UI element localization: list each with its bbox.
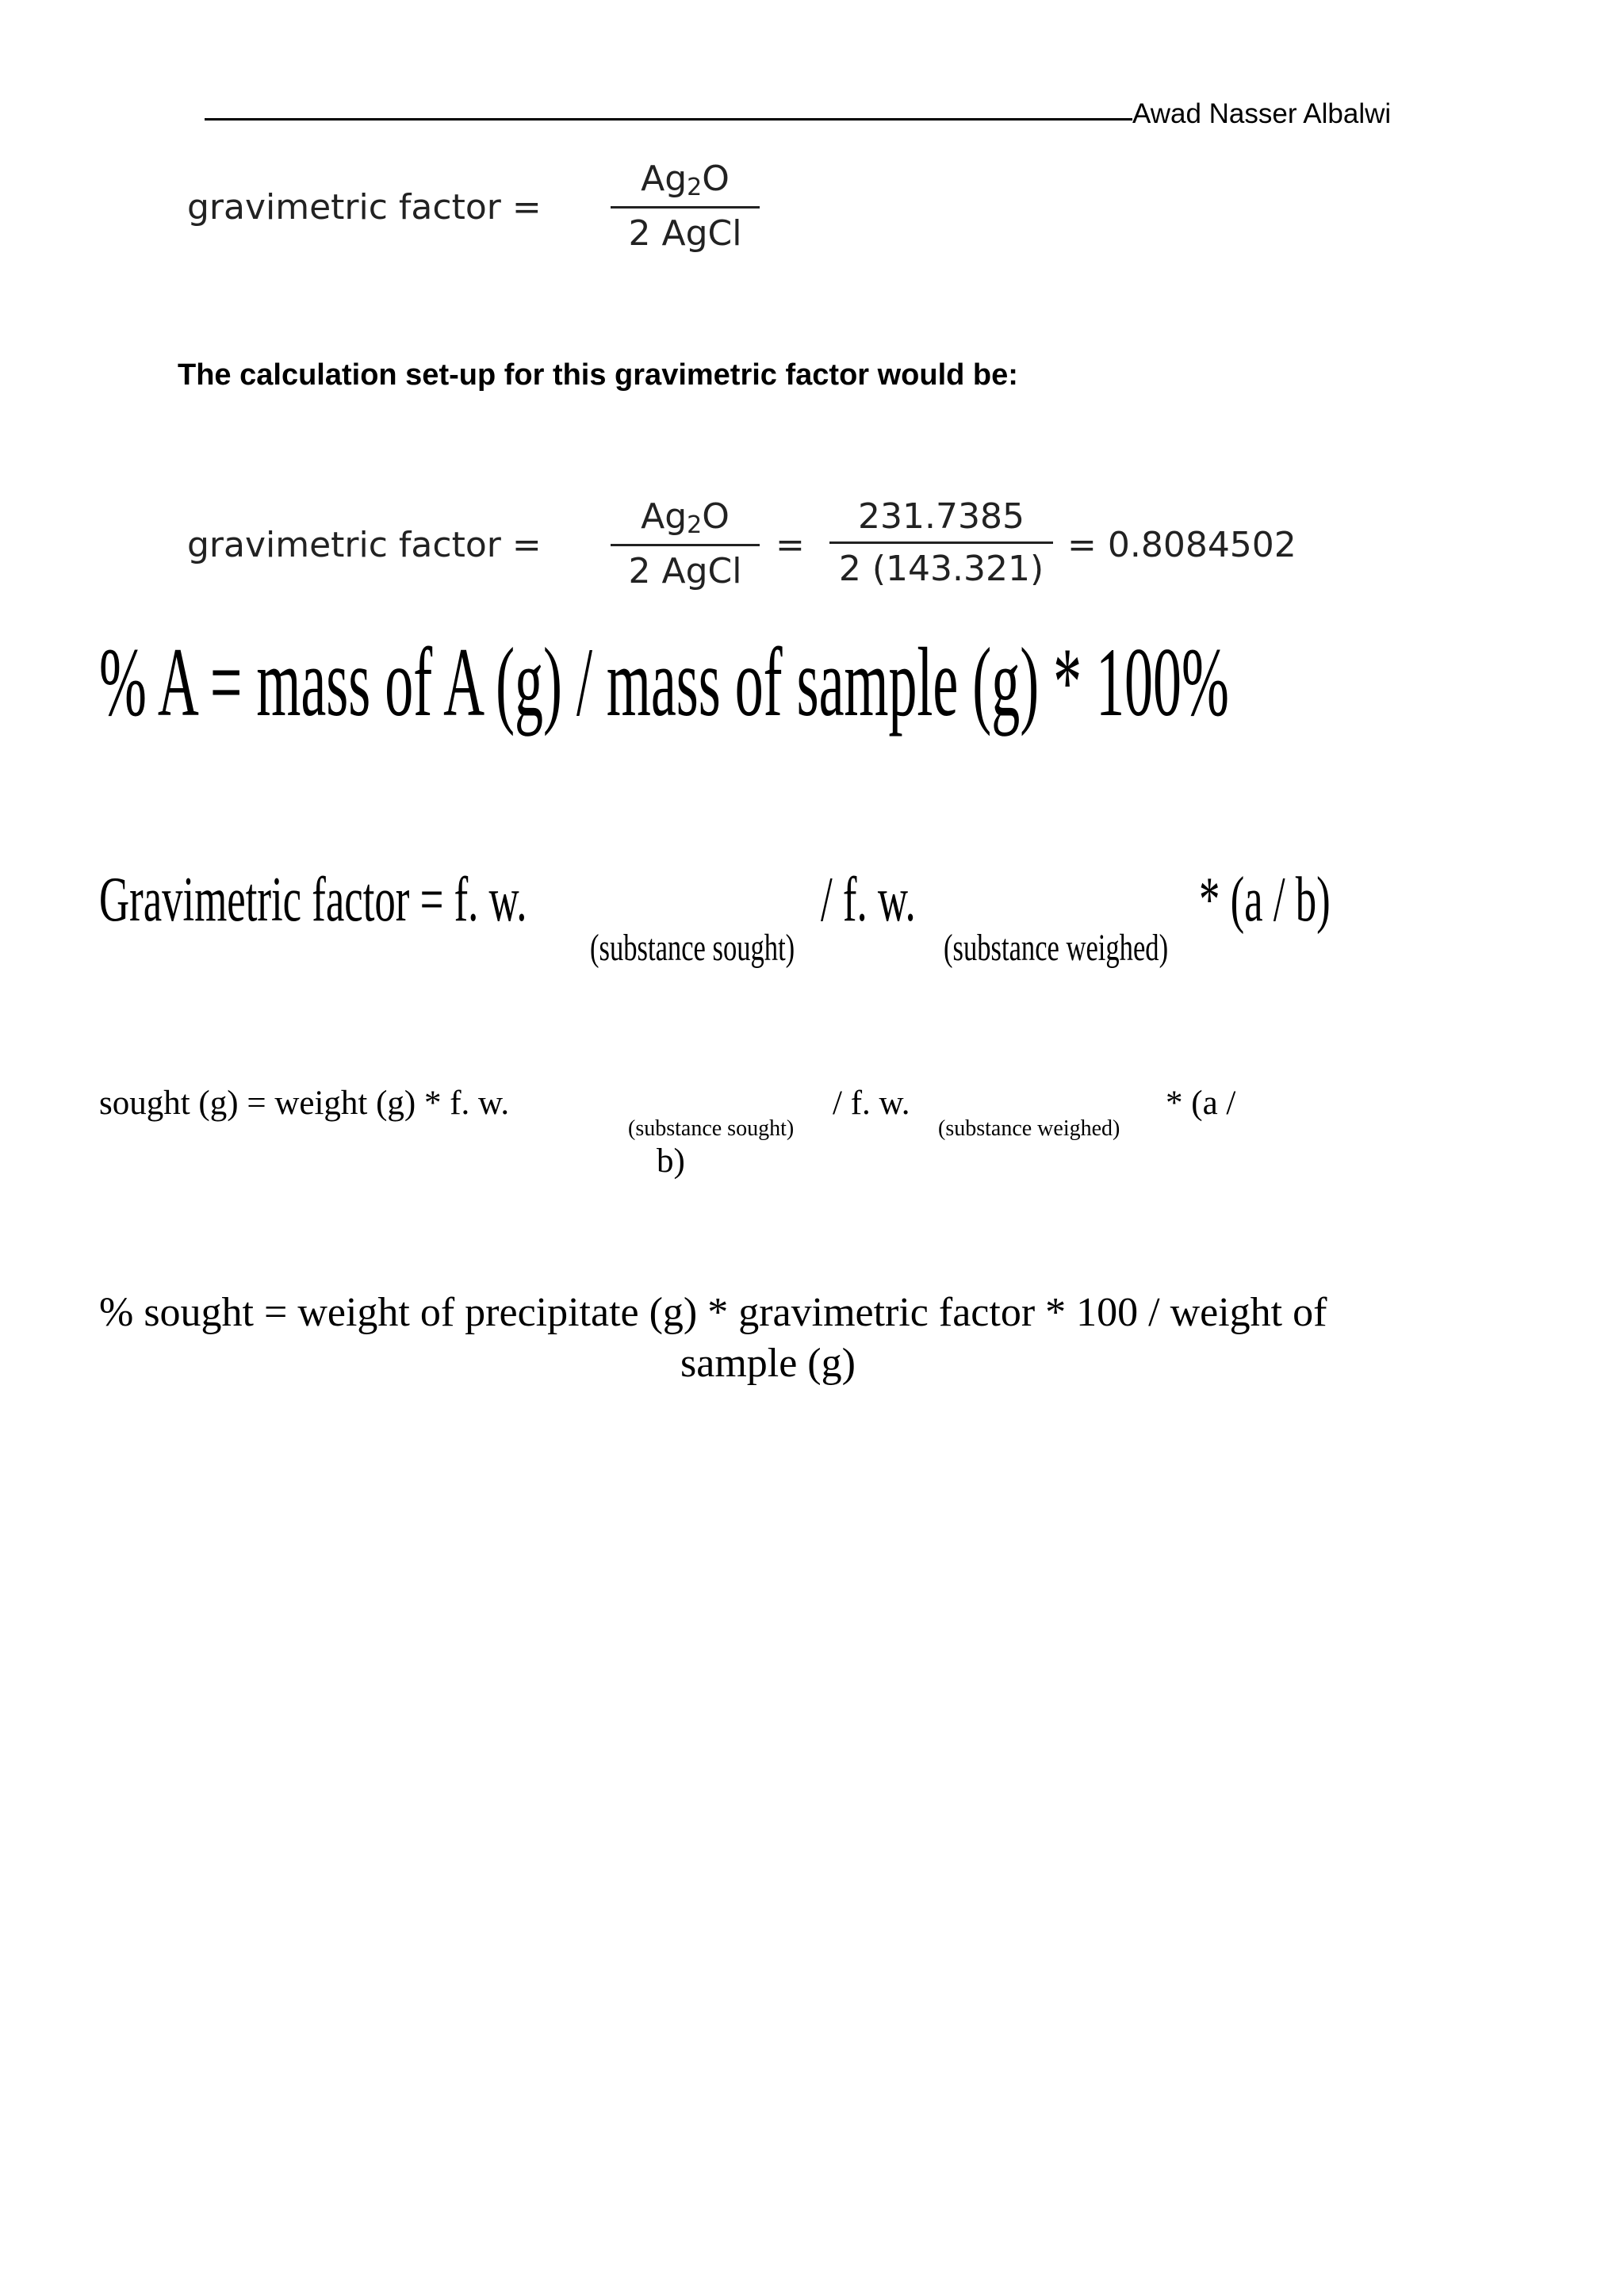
- formula2-denominator-symbolic: 2 AgCl: [628, 551, 742, 591]
- gf-def-sub-weighed: (substance weighed): [944, 927, 1169, 969]
- fraction-bar: [829, 541, 1053, 544]
- formula2-numerator-numeric: 231.7385: [858, 496, 1025, 537]
- formula1-lhs: gravimetric factor =: [187, 187, 542, 228]
- formula2-denominator-numeric: 2 (143.321): [838, 549, 1044, 589]
- sought-sub-weighed: (substance weighed): [938, 1116, 1120, 1141]
- sought-part3: * (a /: [1166, 1085, 1236, 1122]
- gf-def-part3: * (a / b): [1199, 865, 1331, 935]
- percent-sought-line2: sample (g): [680, 1341, 856, 1386]
- formula2-fraction-symbolic: [611, 496, 760, 591]
- sought-wrap: b): [657, 1142, 685, 1180]
- formula1-fraction: [611, 159, 760, 254]
- formula2-equals: =: [776, 525, 805, 565]
- fraction-bar: [611, 206, 760, 209]
- author-name: Awad Nasser Albalwi: [1132, 98, 1392, 129]
- header-rule: [205, 118, 1132, 121]
- gf-def-part2: / f. w.: [821, 865, 916, 935]
- formula2-numerator-symbolic: $Ag_2O$: [641, 496, 730, 539]
- percent-sought-line1: % sought = weight of precipitate (g) * gravimetric factor * 100 / weight of: [99, 1290, 1327, 1335]
- percent-a-formula: % A = mass of A (g) / mass of sample (g) * 100%: [99, 628, 1229, 737]
- formula1-numerator: $Ag_2O$: [641, 159, 730, 201]
- sought-part2: / f. w.: [833, 1085, 910, 1122]
- sought-sub-sought: (substance sought): [628, 1116, 795, 1141]
- formula2-lhs: gravimetric factor =: [187, 525, 542, 565]
- formula2-fraction-numeric: [829, 496, 1053, 589]
- sought-part1: sought (g) = weight (g) * f. w.: [99, 1085, 510, 1122]
- gf-def-part1: Gravimetric factor = f. w.: [99, 865, 527, 935]
- calculation-note: The calculation set-up for this gravimetric factor would be:: [178, 358, 1018, 392]
- formula2-result: = 0.8084502: [1067, 525, 1297, 565]
- fraction-bar: [611, 544, 760, 546]
- gf-def-sub-sought: (substance sought): [590, 927, 795, 969]
- formula1-denominator: 2 AgCl: [628, 213, 742, 254]
